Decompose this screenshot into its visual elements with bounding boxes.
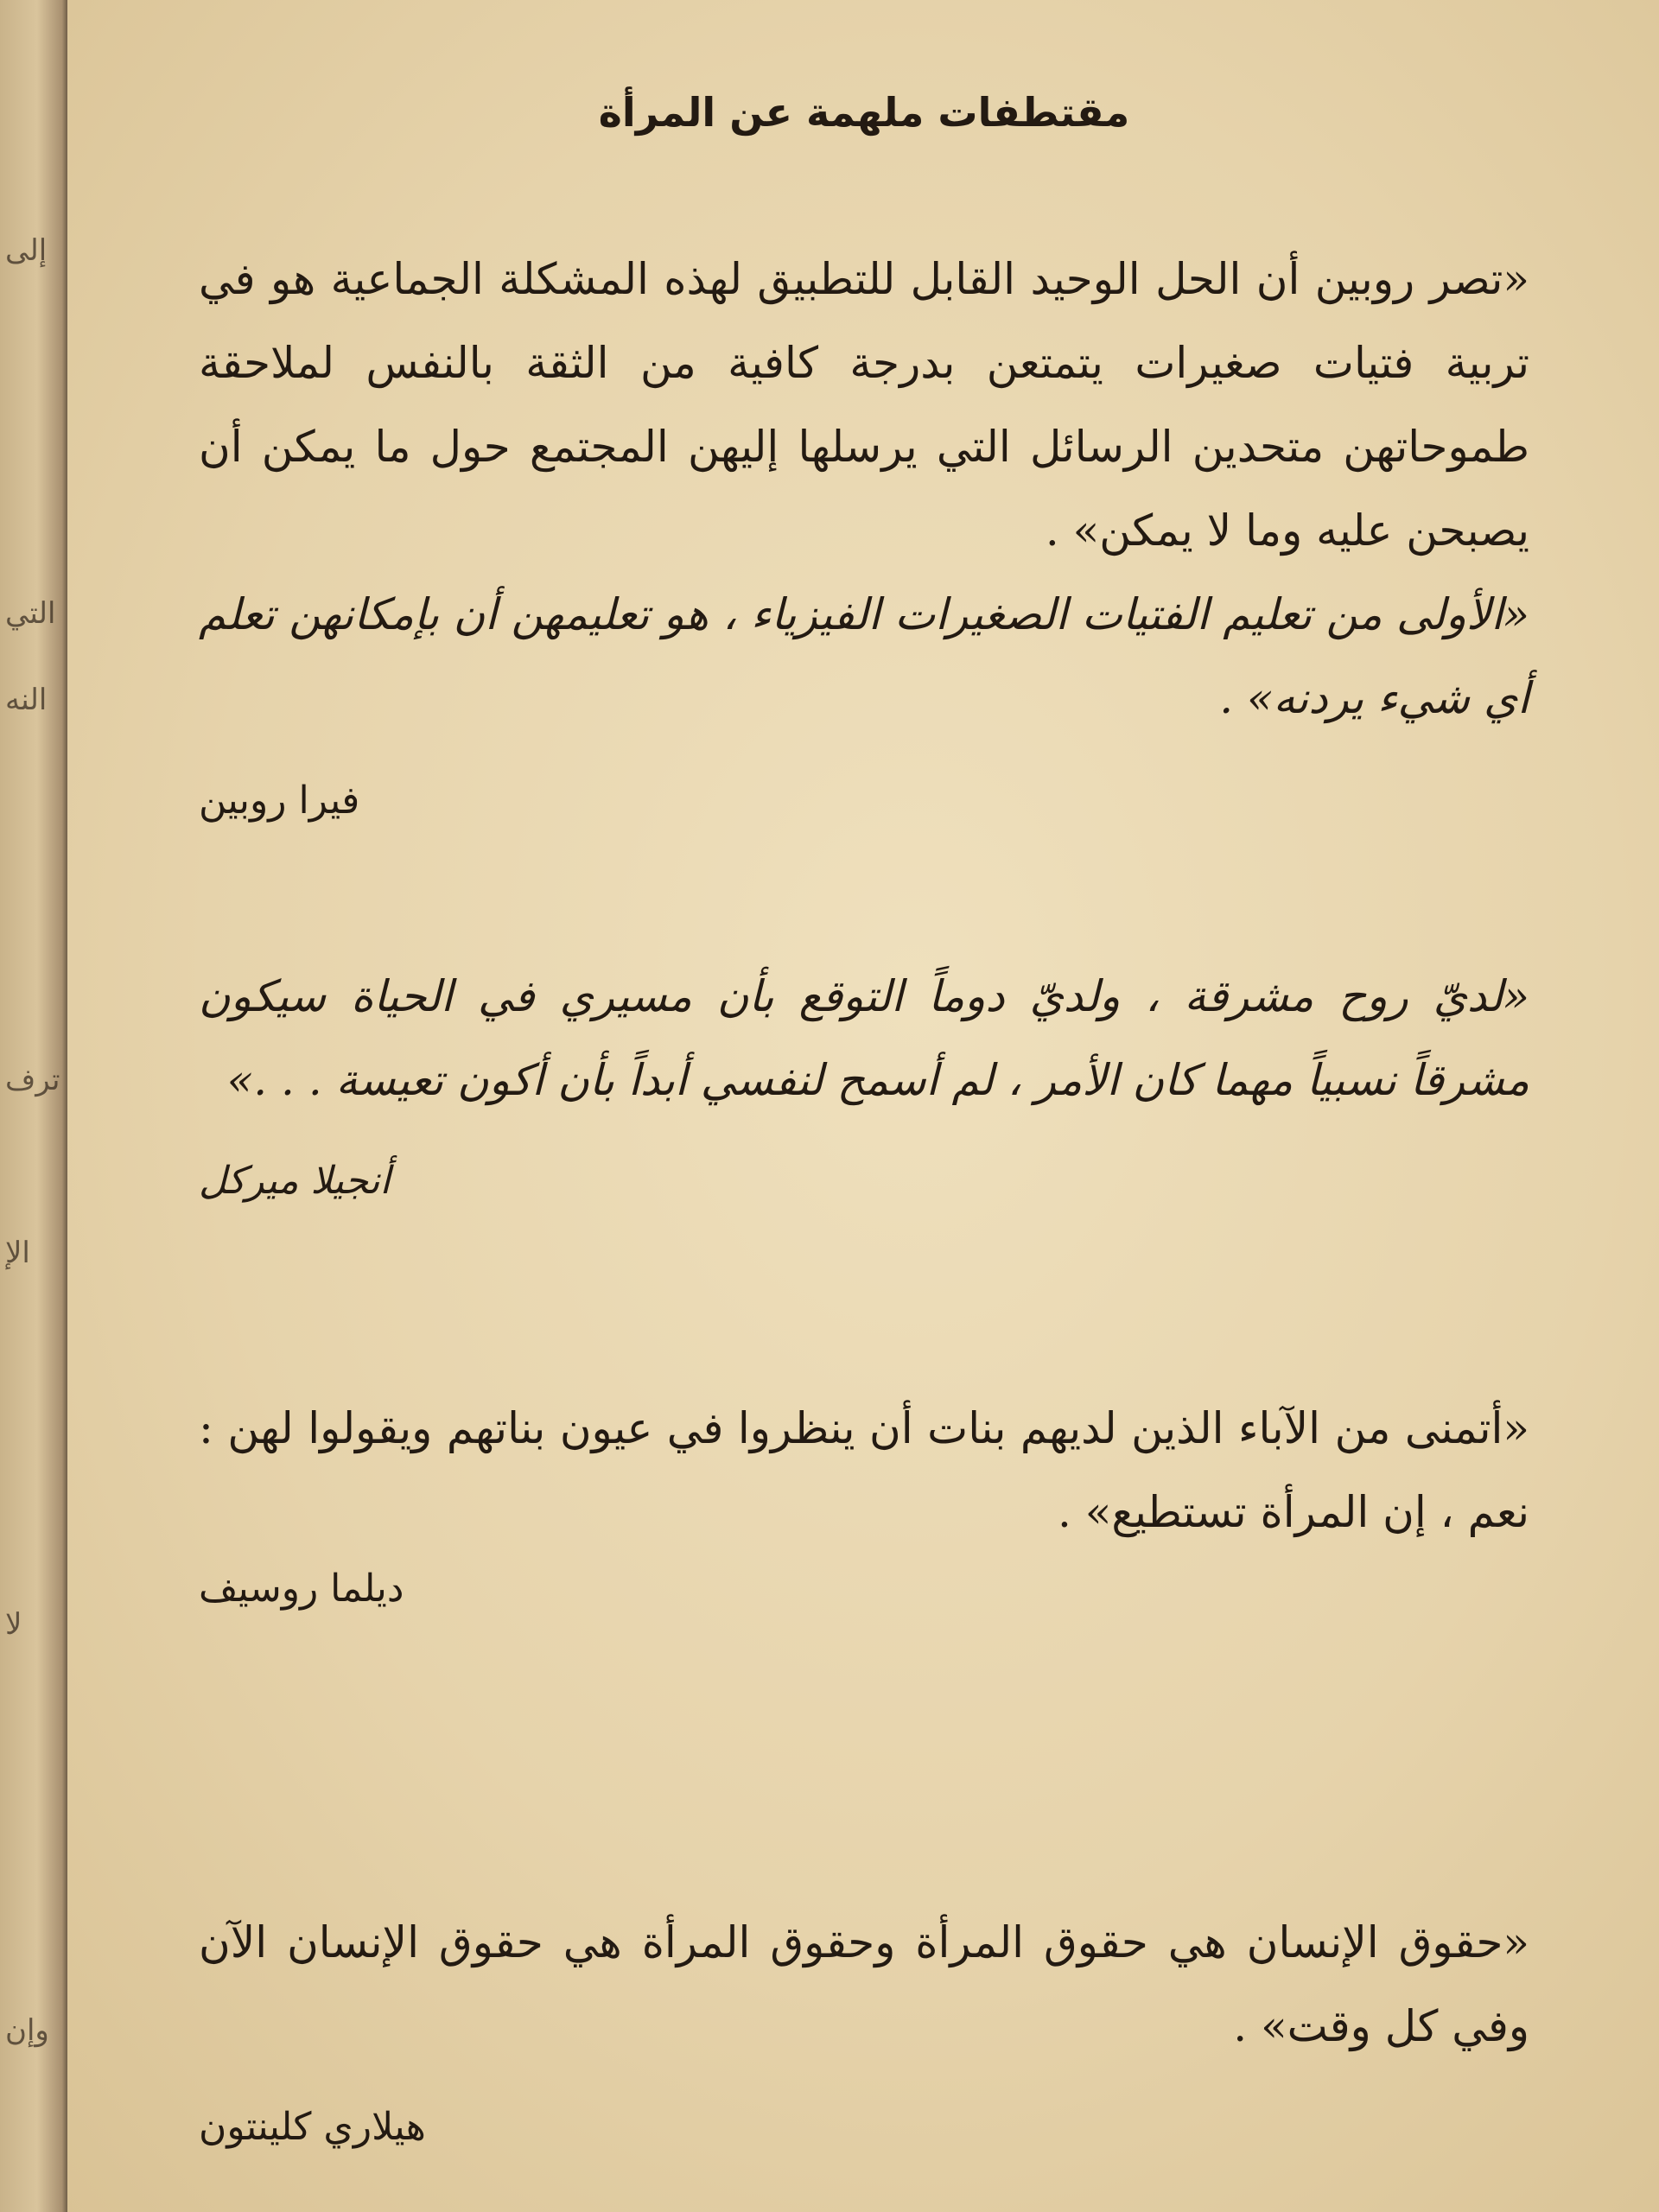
previous-page-fragment: وإن [5,2013,49,2048]
quote-paragraph: «تصر روبين أن الحل الوحيد القابل للتطبيق لهذه المشكلة الجماعية هو في تربية فتيات صغيرات يتمتعن بدرجة كافية من الثقة بالنفس لملاحقة طموحاتهن متحدين الرسائل التي يرسلها إليهن المجتمع حول ما يمكن أن يصبحن عليه وما لا يمكن» . [199,254,1529,556]
previous-page-fragment: التي [5,596,56,631]
quote-paragraph: «الأولى من تعليم الفتيات الصغيرات الفيزياء ، هو تعليمهن أن بإمكانهن تعلم أي شيء يردنه» . [199,589,1529,723]
quote-author: هيلاري كلينتون [199,2105,426,2149]
quote-block-clinton [199,1901,1529,2153]
previous-page-edge [0,0,67,2212]
quote-paragraph: «أتمنى من الآباء الذين لديهم بنات أن ينظروا في عيون بناتهم ويقولوا لهن : نعم ، إن المرأة تستطيع» . [199,1403,1529,1537]
previous-page-fragment: الإ [5,1236,30,1270]
quote-author: ديلما روسيف [199,1567,404,1611]
previous-page-fragment: ترف [5,1063,60,1097]
quote-block-merkel [199,955,1529,1207]
previous-page-fragment: لا [5,1607,22,1642]
quote-author: فيرا روبين [199,779,360,823]
quote-author: أنجيلا ميركل [199,1159,391,1203]
quote-paragraph: «لديّ روح مشرقة ، ولديّ دوماً التوقع بأن مسيري في الحياة سيكون مشرقاً نسبياً مهما كان الأمر ، لم أسمح لنفسي أبداً بأن أكون تعيسة . . .» [199,971,1529,1105]
previous-page-fragment: النه [5,683,48,717]
previous-page-fragment: إلى [5,233,48,268]
quote-block-rubin [199,238,1529,827]
quote-paragraph: «حقوق الإنسان هي حقوق المرأة وحقوق المرأة هي حقوق الإنسان الآن وفي كل وقت» . [199,1917,1529,2051]
page-title: مقتطفات ملهمة عن المرأة [598,89,1130,136]
quote-block-rousseff [199,1387,1529,1615]
